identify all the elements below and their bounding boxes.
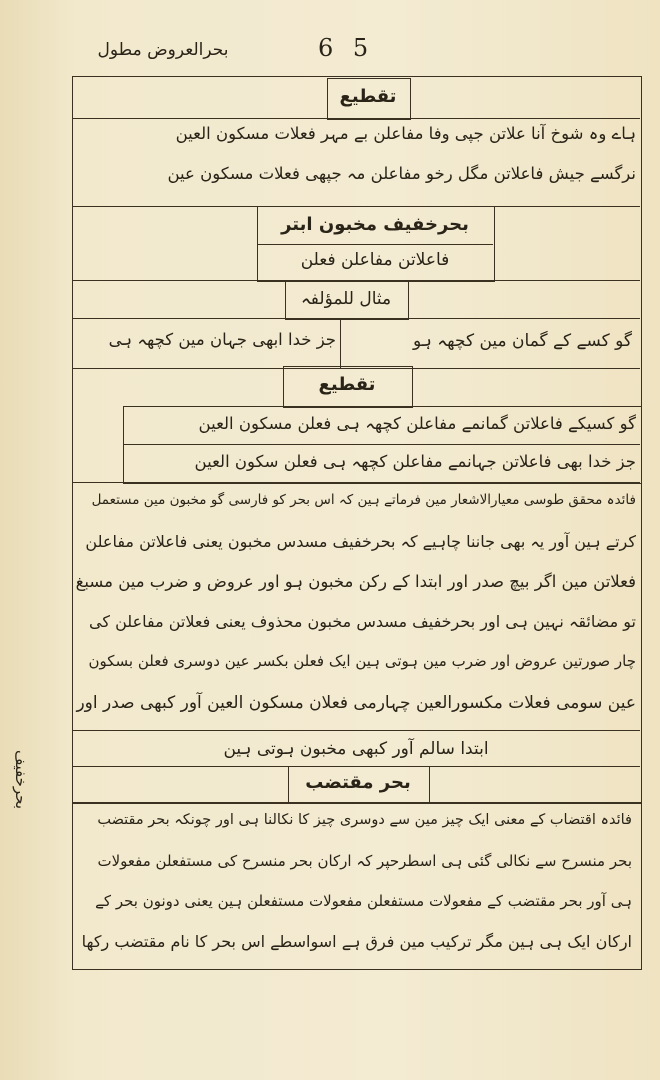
faida-1-line: کرتے ہین آور یہ بھی جاننا چاہیے کہ بحرخفیف مسدس مخبون یعنی فاعلاتن مفاعلن: [85, 532, 636, 551]
running-title: بحرالعروض مطول: [97, 40, 229, 60]
faida-1-line: عین سومی فعلات مکسورالعین چہارمی فعلان مسکون العین آور کبھی صدر اور: [76, 693, 636, 713]
misal-label: مثال للمؤلفہ: [300, 289, 392, 309]
rule: [123, 444, 640, 445]
taqti-2-line-1: گو کسیکے فاعلاتن گمانمے مفاعلن کچھہ ہی فعلن مسکون العین: [198, 414, 636, 433]
taqti-2-line-2: جز خدا بھی فاعلاتن جہانمے مفاعلن کچھہ ہی فعلن سکون العین: [194, 452, 636, 471]
faida-1-line: تو مضائقہ نہین ہی اور بحرخفیف مسدس مخبون محذوف یعنی فعلاتن مفاعلن کی: [89, 612, 636, 631]
faida-1-line: فائدہ محقق طوسی معیارالاشعار مین فرماتے ہین کہ اس بحر کو فارسی گو مخبون مین مستعمل: [91, 492, 636, 508]
rule: [340, 318, 341, 368]
taqti-line-1: ہاے وہ شوخ آنا علاتن جپی وفا مفاعلن بے مہر فعلات مسکون العین: [175, 124, 636, 143]
faida-1-line: چار صورتین عروض اور ضرب مین ہوتی ہین ایک فعلن بکسر عین دوسری فعلن بسکون: [88, 652, 636, 670]
rule: [72, 118, 640, 119]
bahr-khafeef-wazn: فاعلاتن مفاعلن فعلن: [300, 250, 450, 270]
faida-2-line: بحر منسرح سے نکالی گئی ہی اسطرحپر کہ ارکان بحر منسرح کی مستفعلن مفعولات: [97, 852, 632, 870]
misal-right-hemistich: گو کسے کے گمان مین کچھہ ہو: [413, 331, 632, 351]
rule: [72, 730, 640, 731]
page-number: 6 5: [318, 34, 375, 62]
faida-1-last-line: ابتدا سالم آور کبھی مخبون ہوتی ہین: [223, 739, 489, 759]
faida-1-line: فعلاتن مین اگر بیچ صدر اور ابتدا کے رکن مخبون ہو اور عروض و ضرب مین مسبغ: [75, 572, 636, 591]
bahr-muqtazib-title: بحر مقتضب: [305, 772, 411, 793]
misal-left-hemistich: جز خدا ابھی جہان مین کچھہ ہی: [108, 330, 336, 349]
taqti-label: تقطیع: [339, 86, 397, 107]
taqti-2-label: تقطیع: [318, 374, 376, 395]
margin-note: بحرخفیف: [12, 750, 30, 810]
faida-2-line: ارکان ایک ہی ہین مگر ترکیب مین فرق ہے اسواسطے اس بحر کا نام مقتضب رکھا: [81, 932, 632, 951]
faida-2-line: فائدہ اقتضاب کے معنی ایک چیز مین سے دوسری چیز کا نکالنا ہی اور چونکہ بحر مقتضب: [97, 812, 632, 828]
rule: [72, 318, 640, 319]
faida-2-line: ہی آور بحر مقتضب کے مفعولات مستفعلن مفعولات مستفعلن ہین یعنی دونون بحر کے: [95, 892, 632, 910]
bahr-khafeef-title: بحرخفیف مخبون ابتر: [281, 214, 469, 235]
rule: [257, 244, 493, 245]
rule: [72, 482, 640, 483]
taqti-line-2: نرگسے جیش فاعلاتن مگل رخو مفاعلن مہ جپھی فعلات مسکون عین: [167, 164, 636, 183]
